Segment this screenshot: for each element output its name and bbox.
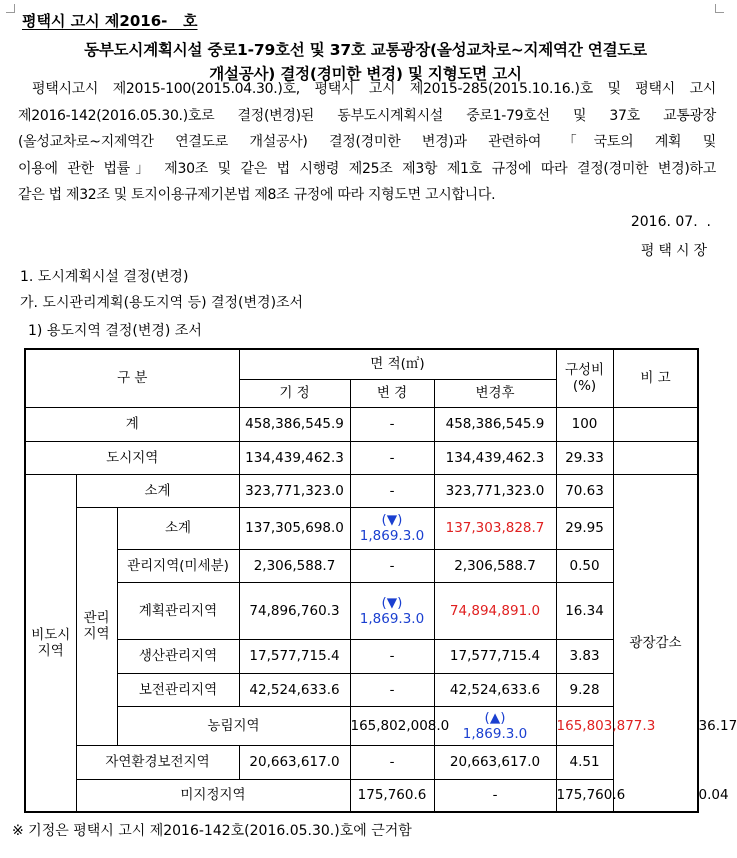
row-label: 소계 — [117, 507, 239, 549]
notice-number: 평택시 고시 제2016- 호 — [22, 12, 198, 30]
body-line: (올성교차로~지제역간 연결도로 개설공사) 결정(경미한 변경)과 관련하여 「국토의 계획 및 — [18, 134, 716, 150]
cell-after: 165,803,877.3 — [556, 706, 613, 745]
cell-remark-merged — [613, 474, 698, 812]
body-line: 이용에 관한 법률」 제30조 및 같은 법 시행령 제25조 제3항 제1호 규정에 따라 결정(경미한 변경)하고 — [18, 160, 716, 177]
cell-ratio: 70.63 — [556, 474, 613, 507]
table-row-total — [25, 407, 698, 441]
cell-change — [434, 706, 556, 745]
decrease-marker: (▼) — [381, 594, 403, 611]
row-label: 농림지역 — [117, 706, 350, 745]
cell-existing: 175,760.6 — [350, 779, 434, 812]
cell-ratio: 16.34 — [556, 582, 613, 639]
cell-change: - — [434, 779, 556, 812]
cell-change: - — [350, 639, 434, 673]
cell-ratio: 100 — [556, 407, 613, 441]
cell-ratio: 3.83 — [556, 639, 613, 673]
table-row-nonurban-subtotal — [25, 474, 698, 507]
cell-existing: 17,577,715.4 — [239, 639, 350, 673]
cell-change: - — [350, 673, 434, 706]
increase-marker: (▲) — [484, 709, 506, 726]
row-label: 도시지역 — [25, 441, 239, 474]
row-label: 계 — [25, 407, 239, 441]
cell-ratio: 0.50 — [556, 549, 613, 582]
row-label: 소계 — [76, 474, 239, 507]
cell-after: 20,663,617.0 — [434, 745, 556, 779]
page-corner-mark-right — [715, 4, 724, 13]
section-1-heading: 1. 도시계획시설 결정(변경) — [20, 269, 189, 285]
header-remark: 비 고 — [613, 349, 698, 407]
cell-ratio: 29.33 — [556, 441, 613, 474]
decrease-marker: (▼) — [381, 512, 403, 528]
header-ratio: 구성비 (%) — [556, 349, 613, 407]
cell-change: - — [350, 441, 434, 474]
cell-after: 137,303,828.7 — [434, 507, 556, 549]
cell-after: 134,439,462.3 — [434, 441, 556, 474]
cell-after: 458,386,545.9 — [434, 407, 556, 441]
body-line: 제2016-142(2016.05.30.)호로 결정(변경)된 동부도시계획시설 중로1-79호선 및 37호 교통광장 — [18, 107, 716, 124]
table-row-nature-conservation — [25, 745, 698, 779]
cell-existing: 42,524,633.6 — [239, 673, 350, 706]
cell-existing: 74,896,760.3 — [239, 582, 350, 639]
cell-existing: 165,802,008.0 — [350, 706, 434, 745]
header-existing: 기 정 — [239, 379, 350, 407]
cell-existing: 2,306,588.7 — [239, 549, 350, 582]
page-corner-mark-left — [6, 4, 15, 13]
row-label: 관리지역(미세분) — [117, 549, 239, 582]
group-nonurban: 비도시 지역 — [25, 474, 76, 812]
land-use-area-table — [24, 348, 737, 813]
cell-existing: 20,663,617.0 — [239, 745, 350, 779]
row-label: 보전관리지역 — [117, 673, 239, 706]
cell-existing: 323,771,323.0 — [239, 474, 350, 507]
table-row-mgmt-subtotal — [25, 507, 698, 549]
row-label: 생산관리지역 — [117, 639, 239, 673]
notice-body — [18, 76, 716, 209]
cell-change — [350, 582, 434, 639]
change-value: 1,869.3.0 — [359, 528, 425, 544]
change-value: 1,869.3.0 — [359, 610, 425, 627]
row-label: 계획관리지역 — [117, 582, 239, 639]
cell-change: - — [350, 745, 434, 779]
footnote: ※ 기정은 평택시 고시 제2016-142호(2016.05.30.)호에 근거함 — [12, 823, 412, 839]
table-row-mgmt-undivided — [25, 549, 698, 582]
cell-ratio: 29.95 — [556, 507, 613, 549]
notice-date: 2016. 07. . — [630, 214, 711, 230]
cell-after: 323,771,323.0 — [434, 474, 556, 507]
header-category: 구 분 — [25, 349, 239, 407]
notice-title-line2: 개설공사) 결정(경미한 변경) 및 지형도면 고시 — [209, 65, 522, 83]
header-area: 면 적(㎡) — [239, 349, 556, 379]
cell-change: - — [350, 407, 434, 441]
cell-existing: 137,305,698.0 — [239, 507, 350, 549]
section-1a1-heading: 1) 용도지역 결정(변경) 조서 — [28, 323, 202, 339]
body-line: 평택시고시 제2015-100(2015.04.30.)호, 평택시 고시 제2015-285(2015.10.16.)호 및 평택시 고시 — [32, 81, 716, 97]
notice-title-line1: 동부도시계획시설 중로1-79호선 및 37호 교통광장(올성교차로~지제역간 연결도로 — [84, 41, 647, 59]
row-label: 미지정지역 — [76, 779, 350, 812]
cell-after: 74,894,891.0 — [434, 582, 556, 639]
cell-after: 17,577,715.4 — [434, 639, 556, 673]
table-row-mgmt-planned — [25, 582, 698, 639]
signer: 평택시장 — [640, 243, 711, 259]
cell-existing: 134,439,462.3 — [239, 441, 350, 474]
cell-change: - — [350, 474, 434, 507]
group-management: 관리 지역 — [76, 507, 117, 745]
header-after: 변경후 — [434, 379, 556, 407]
table-row-agri-forest: 농림지역 165,802,008.0 (▲) 1,869.3.0 165,803,877.3 36.17 — [25, 706, 698, 745]
row-label: 자연환경보전지역 — [76, 745, 239, 779]
table-row-mgmt-conservation — [25, 673, 698, 706]
cell-after: 175,760.6 — [556, 779, 613, 812]
cell-remark — [613, 441, 698, 474]
header-change: 변 경 — [350, 379, 434, 407]
section-1a-heading: 가. 도시관리계획(용도지역 등) 결정(변경)조서 — [20, 295, 304, 311]
cell-existing: 458,386,545.9 — [239, 407, 350, 441]
cell-after: 42,524,633.6 — [434, 673, 556, 706]
cell-change: - — [350, 549, 434, 582]
cell-ratio: 9.28 — [556, 673, 613, 706]
table-row-urban — [25, 441, 698, 474]
cell-change — [350, 507, 434, 549]
cell-ratio: 4.51 — [556, 745, 613, 779]
cell-after: 2,306,588.7 — [434, 549, 556, 582]
remark-plaza-decrease: 광장감소 — [629, 634, 682, 651]
body-line: 같은 법 제32조 및 토지이용규제기본법 제8조 규정에 따라 지형도면 고시합니다. — [18, 187, 496, 203]
change-value: 1,869.3.0 — [462, 725, 528, 742]
table-row-mgmt-production — [25, 639, 698, 673]
table-row-undesignated: 미지정지역 175,760.6 - 175,760.6 0.04 — [25, 779, 698, 812]
cell-remark — [613, 407, 698, 441]
